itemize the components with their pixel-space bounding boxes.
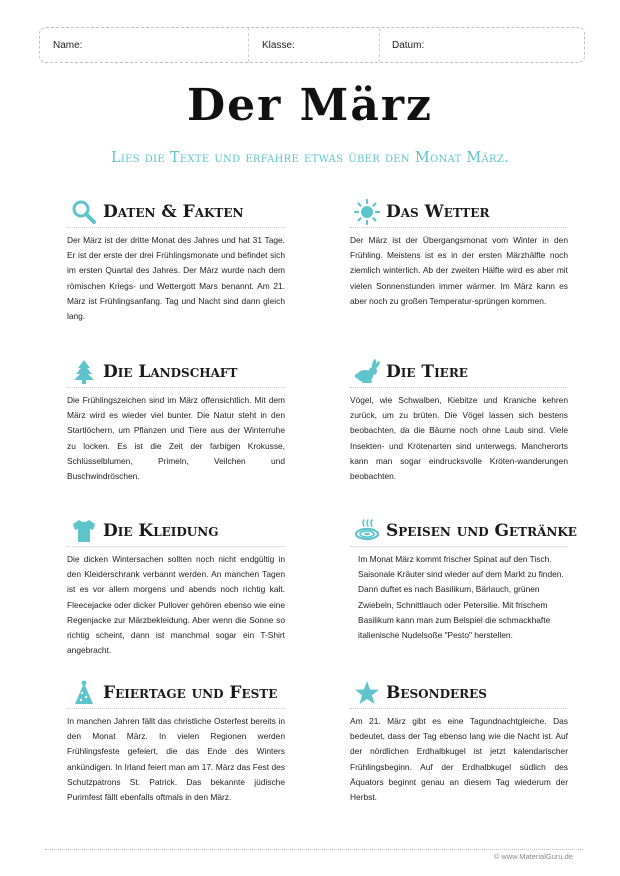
section-speisen-getraenke: [350, 516, 577, 643]
party-hat-icon: [71, 680, 97, 706]
section-title: Besonderes: [386, 683, 487, 703]
date-field-label: Datum:: [392, 40, 425, 51]
section-text: Am 21. März gibt es eine Tagundnachtgleiche. Das bedeutet, dass der Tag ebenso lang wie die Nacht ist. Auf der nördlichen Erdhalbkugel ist jetzt kalendarischer Frühlingsbeginn. Auf der Erdhalbkugel südlich des Äquators beginnt genau an diesem Tag wiederum der Herbst.: [350, 716, 568, 803]
page-subtitle: Lies die Texte und erfahre etwas über den Monat März.: [110, 150, 510, 166]
footer-divider: [45, 849, 583, 850]
section-die-kleidung: [67, 516, 285, 658]
section-title: Daten & Fakten: [103, 202, 244, 222]
section-header: [67, 678, 285, 709]
section-header: [67, 516, 285, 547]
section-text: Der März ist der Übergangsmonat vom Winter in den Frühling. Meistens ist es in der ersten Märzhälfte noch ziemlich winterlich. Ab der zweiten Hälfte wird es aber mit vielen Sonnenstunden immer wärmer. Im März kann es aber noch zu großen Temperatur-sprüngen kommen.: [350, 235, 568, 306]
magnifier-icon: [71, 199, 97, 225]
section-feiertage-feste: [67, 678, 285, 805]
section-text: Die Frühlingszeichen sind im März offensichtlich. Mit dem März wird es wieder viel bunter. Die Natur steht in den Startlöchern, um Pflanzen und Tiere aus der Winterruhe zu locken. Es ist die Zeit der farbigen Krokusse, Schlüsselblumen, Primeln, Veilchen und Buschwindröschen.: [67, 395, 285, 482]
section-daten-fakten: [67, 197, 285, 324]
rabbit-icon: [354, 359, 380, 385]
section-das-wetter: [350, 197, 568, 309]
section-title: Feiertage und Feste: [103, 683, 278, 703]
food-bowl-icon: [354, 518, 380, 544]
section-header: [350, 357, 568, 388]
section-title: Speisen und Getränke: [386, 521, 577, 541]
divider: [379, 28, 380, 62]
name-field-label: Name:: [53, 40, 83, 51]
section-header: [67, 197, 285, 228]
class-field-label: Klasse:: [262, 40, 295, 51]
divider: [248, 28, 249, 62]
sun-icon: [354, 199, 380, 225]
section-title: Die Tiere: [386, 362, 468, 382]
section-text: In manchen Jahren fällt das christliche Osterfest bereits in den Monat März. In vielen Regionen werden Frühlingsfeste gefeiert, die das Ende des Winters ankündigen. In Irland feiert man am 17. März das Fest des Schutzpatrons St. Patrick. Das bekannte jüdische Purimfest fällt ebenfalls oftmals in den März.: [67, 716, 285, 803]
section-die-landschaft: [67, 357, 285, 484]
section-header: [350, 678, 568, 709]
section-title: Die Landschaft: [103, 362, 238, 382]
footer-copyright: © www.MaterialGuru.de: [493, 852, 573, 861]
section-text: Der März ist der dritte Monat des Jahres und hat 31 Tage. Er ist der erste der drei Frühlingsmonate und befindet sich im ersten Quartal des Jahres. Der März wurde nach dem römischen Kriegs- und Wettergott Mars benannt. Am 21. März ist Frühlingsanfang. Tag und Nacht sind dann gleich lang.: [67, 235, 285, 322]
section-header: [67, 357, 285, 388]
section-die-tiere: [350, 357, 568, 484]
star-icon: [354, 680, 380, 706]
tree-icon: [71, 359, 97, 385]
section-text: Vögel, wie Schwalben, Kiebitze und Kraniche kehren zurück, um zu brüten. Die Vögel lassen sich bestens beobachten, da die Bäume noch ohne Laub sind. Viele Insekten- und Krötenarten sind unterwegs. Mancherorts kann man sogar eindrucksvolle Kröten-wanderungen beobachten.: [350, 395, 568, 482]
section-title: Das Wetter: [386, 202, 490, 222]
tshirt-icon: [71, 518, 97, 544]
section-header: [350, 516, 577, 547]
section-besonderes: [350, 678, 568, 805]
section-text: Im Monat März kommt frischer Spinat auf den Tisch. Saisonale Kräuter sind wieder auf dem Markt zu finden. Dann duftet es nach Basilikum, Bärlauch, grünen Zwiebeln, Schnittlauch oder Petersilie. Mit frischem Basilikum kann man zum Beispiel die schmackhafte italienische Nudelsoße "Pesto" herstellen.: [358, 554, 564, 641]
section-header: [350, 197, 568, 228]
page-title: Der März: [186, 80, 434, 131]
section-text: Die dicken Wintersachen sollten noch nicht endgültig in den Kleiderschrank verbannt werden. An manchen Tagen ist es vor allem morgens und abends noch richtig kalt. Fleecejacke oder dicker Pullover gehören ebenso wie eine Regenjacke zur Märzbekleidung. Aber wenn die Sonne so richtig scheint, dann ist manchmal sogar ein T-Shirt angebracht.: [67, 554, 285, 656]
header-fields-box: [39, 27, 585, 63]
section-title: Die Kleidung: [103, 521, 219, 541]
